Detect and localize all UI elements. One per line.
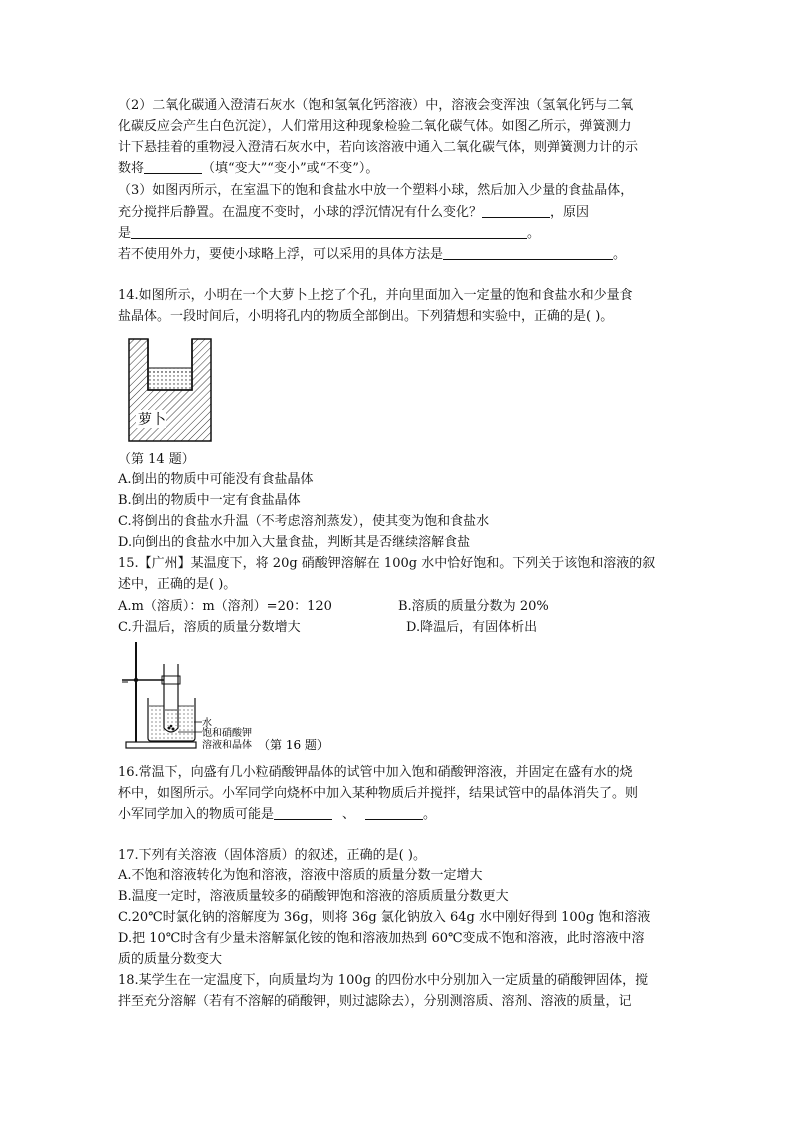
q13-reason-blank[interactable] bbox=[131, 224, 527, 239]
q14-caption: （第 14 题） bbox=[118, 452, 195, 467]
q14-line1: 14.如图所示，小明在一个大萝卜上挖了个孔，并向里面加入一定量的饱和食盐水和少量食 bbox=[118, 288, 633, 303]
q16-line3-post: 。 bbox=[423, 807, 437, 822]
q16-line3-mid: 、 bbox=[342, 807, 356, 822]
q17-option-c: C.20℃时氯化钠的溶解度为 36g，则将 36g 氯化钠放入 64g 水中刚好得到 100g 饱和溶液 bbox=[118, 910, 651, 925]
q13-answer-blank[interactable] bbox=[144, 159, 202, 174]
q16-answer-blank-2[interactable] bbox=[365, 805, 423, 820]
q13-part3-line3-post: 。 bbox=[527, 226, 541, 241]
radish-figure bbox=[128, 338, 212, 442]
beaker-figure bbox=[122, 640, 342, 756]
q16-line2: 杯中，如图所示。小军同学向烧杯中加入某种物质后并搅拌，结果试管中的晶体消失了。则 bbox=[118, 786, 639, 801]
q15-option-c: C.升温后，溶质的质量分数增大 bbox=[118, 620, 301, 635]
q16-line1: 16.常温下，向盛有几小粒硝酸钾晶体的试管中加入饱和硝酸钾溶液，并固定在盛有水的烧 bbox=[118, 765, 633, 780]
q17-option-d: D.把 10℃时含有少量未溶解氯化铵的饱和溶液加热到 60℃变成不饱和溶液，此时溶液中溶 bbox=[118, 931, 645, 946]
q13-part3-line2 bbox=[118, 203, 678, 223]
q16-line3-pre: 小军同学加入的物质可能是 bbox=[118, 807, 275, 822]
q13-part3-line3 bbox=[118, 224, 678, 244]
q14-option-c: C.将倒出的食盐水升温（不考虑溶剂蒸发），使其变为饱和食盐水 bbox=[118, 514, 490, 529]
q17-option-b: B.温度一定时，溶液质量较多的硝酸钾饱和溶液的溶质质量分数更大 bbox=[118, 889, 509, 904]
q13-part2-line4-pre: 数将 bbox=[118, 161, 145, 176]
fig-label-crystal: 溶液和晶体 bbox=[202, 740, 252, 751]
q17-line1: 17.下列有关溶液（固体溶质）的叙述，正确的是( )。 bbox=[118, 848, 426, 863]
q15-line1: 15.【广州】某温度下，将 20g 硝酸钾溶解在 100g 水中恰好饱和。下列关于该饱和溶液的叙 bbox=[118, 556, 656, 571]
q13-part2-line3: 计下悬挂着的重物浸入澄清石灰水中，若向该溶液中通入二氧化碳气体，则弹簧测力计的示 bbox=[118, 140, 639, 155]
q13-part2-line2: 化碳反应会产生白色沉淀），人们常用这种现象检验二氧化碳气体。如图乙所示，弹簧测力 bbox=[118, 119, 632, 134]
q15-option-a: A.m（溶质）：m（溶剂）=20：120 bbox=[118, 599, 332, 614]
q13-part3-line1: （3）如图丙所示，在室温下的饱和食盐水中放一个塑料小球，然后加入少量的食盐晶体， bbox=[118, 183, 634, 198]
q13-part3-line2-post: ，原因 bbox=[550, 205, 590, 220]
q15-options-row2 bbox=[118, 618, 678, 638]
q15-option-b: B.溶质的质量分数为 20% bbox=[398, 599, 549, 614]
q15-line2: 述中，正确的是( )。 bbox=[118, 577, 237, 592]
q13-method-blank[interactable] bbox=[443, 245, 613, 260]
q16-answer-blank-1[interactable] bbox=[274, 805, 332, 820]
q13-part3-line4-pre: 若不使用外力，要使小球略上浮，可以采用的具体方法是 bbox=[118, 247, 444, 262]
q18-line2: 拌至充分溶解（若有不溶解的硝酸钾，则过滤除去），分别测溶质、溶剂、溶液的质量，记 bbox=[118, 994, 632, 1009]
beaker-diagram bbox=[122, 640, 342, 756]
q13-part2-line1: （2）二氧化碳通入澄清石灰水（饱和氢氧化钙溶液）中，溶液会变浑浊（氢氧化钙与二氧 bbox=[118, 98, 634, 113]
q13-part3-line4-post: 。 bbox=[613, 247, 627, 262]
fig-label-solution: 饱和硝酸钾 bbox=[202, 728, 252, 739]
q14-line2: 盐晶体。一段时间后，小明将孔内的物质全部倒出。下列猜想和实验中，正确的是( )。 bbox=[118, 309, 614, 324]
q13-float-change-blank[interactable] bbox=[482, 203, 550, 218]
radish-label: 萝卜 bbox=[138, 412, 166, 428]
q17-option-d-cont: 质的质量分数变大 bbox=[118, 952, 223, 967]
q13-part2-line4-post: （填“变大”“变小”或“不变”）。 bbox=[202, 161, 379, 176]
q14-option-b: B.倒出的物质中一定有食盐晶体 bbox=[118, 493, 301, 508]
q15-option-d: D.降温后，有固体析出 bbox=[406, 620, 538, 635]
fig-label-water: 水 bbox=[202, 718, 212, 729]
q13-part3-line2-pre: 充分搅拌后静置。在温度不变时，小球的浮沉情况有什么变化？ bbox=[118, 205, 483, 220]
q13-part2-line4 bbox=[118, 159, 678, 179]
q13-part3-line3-pre: 是 bbox=[118, 226, 132, 241]
q17-option-a: A.不饱和溶液转化为饱和溶液，溶液中溶质的质量分数一定增大 bbox=[118, 868, 483, 883]
q14-option-d: D.向倒出的食盐水中加入大量食盐，判断其是否继续溶解食盐 bbox=[118, 535, 471, 550]
q13-part3-line4 bbox=[118, 245, 678, 265]
q14-option-a: A.倒出的物质中可能没有食盐晶体 bbox=[118, 472, 314, 487]
q18-line1: 18.某学生在一定温度下，向质量均为 100g 的四份水中分别加入一定质量的硝酸钾固体，搅 bbox=[118, 973, 649, 988]
q16-caption: （第 16 题） bbox=[258, 738, 329, 752]
q16-line3 bbox=[118, 805, 678, 825]
q15-options-row1 bbox=[118, 597, 678, 617]
radish-diagram bbox=[128, 338, 212, 442]
